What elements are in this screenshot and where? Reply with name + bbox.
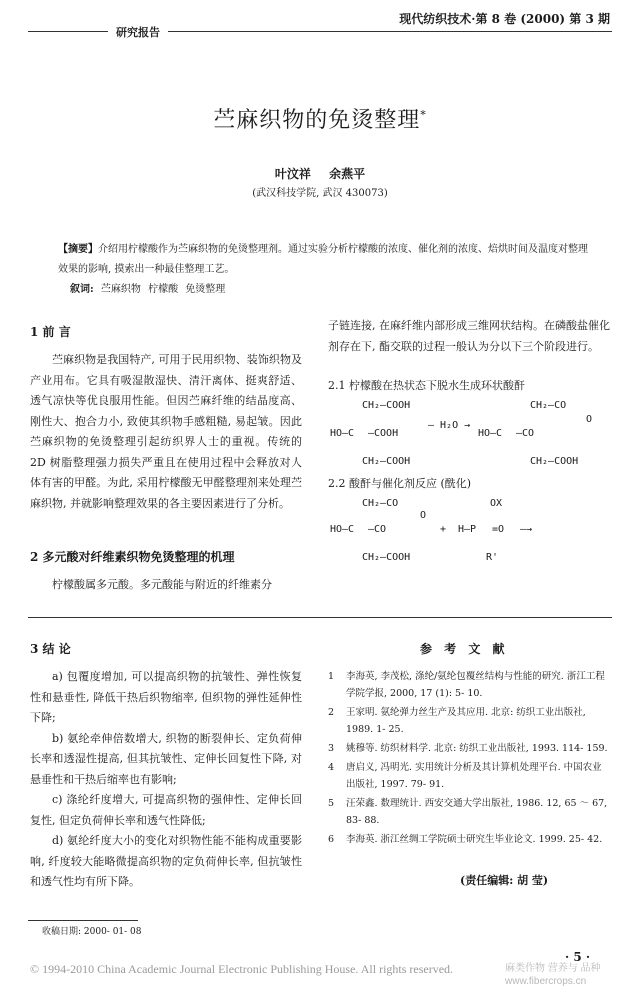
reference-number: 4 bbox=[328, 762, 335, 773]
references-heading: 参 考 文 献 bbox=[420, 642, 509, 656]
reference-item bbox=[328, 740, 608, 757]
chem-ox: OX bbox=[490, 498, 503, 509]
chem-h-p: H—P bbox=[458, 524, 477, 535]
keywords-label: 叙词: bbox=[70, 284, 94, 295]
chem-ch2cooh-top: CH₂—COOH bbox=[362, 400, 411, 411]
chem-ho-c: HO—C bbox=[330, 428, 355, 439]
reference-item bbox=[328, 668, 608, 702]
affiliation: (武汉科技学院, 武汉 430073) bbox=[252, 188, 388, 199]
right-column-text bbox=[328, 316, 610, 357]
subsection-2-1: 2.1 柠檬酸在热状态下脱水生成环状酸酐 bbox=[328, 379, 525, 392]
site-watermark: 麻类作物 营养与 品种 www.fibercrops.cn bbox=[505, 963, 601, 987]
reference-item bbox=[328, 704, 608, 738]
section-label: 研究报告 bbox=[108, 24, 168, 40]
section-1-body bbox=[30, 350, 302, 514]
chem-ho-c-2: HO—C bbox=[330, 524, 355, 535]
conclusion-a: a) 包覆度增加, 可以提高织物的抗皱性、弹性恢复性和悬垂性, 降低干热后织物缩率, 但织物的弹性延伸性下降; bbox=[30, 670, 302, 724]
abstract bbox=[58, 240, 588, 280]
reference-item bbox=[328, 795, 608, 829]
chem-r-prime: R' bbox=[486, 552, 499, 563]
reference-text: 李海英. 浙江丝绸工学院硕士研究生毕业论文. 1999. 25- 42. bbox=[346, 834, 603, 845]
keywords-text: 苎麻织物 柠檬酸 免烫整理 bbox=[100, 284, 226, 295]
reference-number: 6 bbox=[328, 834, 335, 845]
chem-ch2co: CH₂—CO bbox=[530, 400, 567, 411]
chem-co: —CO bbox=[516, 428, 535, 439]
reference-number: 5 bbox=[328, 798, 335, 809]
reference-number: 2 bbox=[328, 707, 335, 718]
section-3-heading: 3 结 论 bbox=[30, 642, 71, 656]
section-divider bbox=[28, 617, 612, 618]
copyright-footer: © 1994-2010 China Academic Journal Electronic Publishing House. All rights reserved. bbox=[30, 962, 454, 976]
chem-ring-oxygen-2: O bbox=[420, 510, 427, 521]
received-date: 收稿日期: 2000- 01- 08 bbox=[42, 927, 142, 937]
chem-arrow-2: —→ bbox=[520, 524, 533, 535]
title-text: 苎麻织物的免烫整理 bbox=[213, 108, 421, 133]
conclusion-d: d) 氨纶纤度大小的变化对织物性能不能构成重要影响, 纤度较大能略微提高织物的定负荷伸长率, 但抗皱性和透气性均有所下降。 bbox=[30, 834, 302, 888]
reaction-scheme-1 bbox=[328, 398, 610, 473]
section-2-body bbox=[30, 575, 302, 596]
authors: 叶汶祥 余燕平 bbox=[274, 167, 366, 181]
chem-ch2cooh-product: CH₂—COOH bbox=[530, 456, 579, 467]
reference-text: 王家明. 氨纶弹力丝生产及其应用. 北京: 纺织工业出版社, 1989. 1- 25. bbox=[346, 707, 586, 735]
reference-text: 姚穆等. 纺织材料学. 北京: 纺织工业出版社, 1993. 114- 159. bbox=[346, 743, 608, 754]
chem-p-double-o: =O bbox=[492, 524, 505, 535]
abstract-text: 介绍用柠檬酸作为苎麻织物的免烫整理剂。通过实验分析柠檬酸的浓度、催化剂的浓度、焙烘时间及温度对整理效果的影响, 摸索出一种最佳整理工艺。 bbox=[58, 244, 588, 275]
page-number: · 5 · bbox=[565, 950, 591, 964]
section-3-body bbox=[30, 667, 302, 893]
chem-plus: + bbox=[440, 524, 447, 535]
chem-ch2cooh-2: CH₂—COOH bbox=[362, 552, 411, 563]
reference-text: 李海英, 李茂松, 涤纶/氨纶包覆丝结构与性能的研究. 浙江工程学院学报, 2000, 17 (1): 5- 10. bbox=[346, 671, 605, 699]
reference-text: 汪荣鑫. 数理统计. 西安交通大学出版社, 1986. 12, 65 ～ 67, 83- 88. bbox=[346, 798, 608, 826]
journal-header: 现代纺织技术·第 8 卷 (2000) 第 3 期 bbox=[399, 12, 610, 26]
abstract-label: 【摘要】 bbox=[58, 244, 98, 255]
right-column-paragraph: 子链连接, 在麻纤维内部形成三维网状结构。在磷酸盐催化剂存在下, 酯交联的过程一般认为分以下三个阶段进行。 bbox=[328, 319, 610, 353]
reference-list bbox=[328, 668, 608, 850]
chem-ch2co-2: CH₂—CO bbox=[362, 498, 399, 509]
reference-number: 1 bbox=[328, 671, 335, 682]
keywords bbox=[70, 280, 225, 300]
conclusion-b: b) 氨纶牵伸倍数增大, 织物的断裂伸长、定负荷伸长率和透湿性提高, 但其抗皱性、定伸长回复性下降, 对悬垂性和干热后缩率也有影响; bbox=[30, 731, 302, 786]
paper-title bbox=[0, 103, 640, 134]
reference-number: 3 bbox=[328, 743, 335, 754]
section-2-paragraph: 柠檬酸属多元酸。多元酸能与附近的纤维素分 bbox=[52, 578, 272, 591]
section-2-heading: 2 多元酸对纤维素织物免烫整理的机理 bbox=[30, 550, 235, 564]
chem-ho-c-product: HO—C bbox=[478, 428, 503, 439]
responsible-editor: (责任编辑: 胡 莹) bbox=[460, 874, 549, 887]
chem-ch2cooh-bottom: CH₂—COOH bbox=[362, 456, 411, 467]
footnote-rule bbox=[28, 920, 138, 921]
chem-co-2: —CO bbox=[368, 524, 387, 535]
chem-ring-oxygen: O bbox=[586, 414, 593, 425]
reaction-scheme-2 bbox=[328, 494, 610, 578]
reference-item bbox=[328, 831, 608, 848]
title-footnote-mark: * bbox=[420, 108, 427, 122]
reference-item bbox=[328, 759, 608, 793]
subsection-2-2: 2.2 酸酐与催化剂反应 (酰化) bbox=[328, 477, 472, 490]
chem-arrow-minus-water: — H₂O → bbox=[428, 420, 471, 431]
chem-cooh: —COOH bbox=[368, 428, 399, 439]
section-1-paragraph: 苎麻织物是我国特产, 可用于民用织物、装饰织物及产业用布。它具有吸湿散湿快、清汗离体、挺爽舒适、透气凉快等优良服用性能。但因苎麻纤维的结晶度高、刚性大、抱合力小, 致使其织物手感粗糙, 易起皱。因此苎麻织物的免烫整理引起纺织界人士的重视。传统的 2D 树脂整理强力损失严重且在使用过程中会释放对人体有害的甲醛。为此, 采用柠檬酸无甲醛整理剂来处理苎麻织物, 并就影响整理效果的各主要因素进行了分析。 bbox=[30, 353, 302, 510]
section-1-heading: 1 前 言 bbox=[30, 325, 71, 339]
conclusion-c: c) 涤纶纤度增大, 可提高织物的强伸性、定伸长回复性, 但定负荷伸长率和透气性降低; bbox=[30, 793, 302, 827]
reference-text: 唐启义, 冯明光. 实用统计分析及其计算机处理平台. 中国农业出版社, 1997. 79- 91. bbox=[346, 762, 602, 790]
